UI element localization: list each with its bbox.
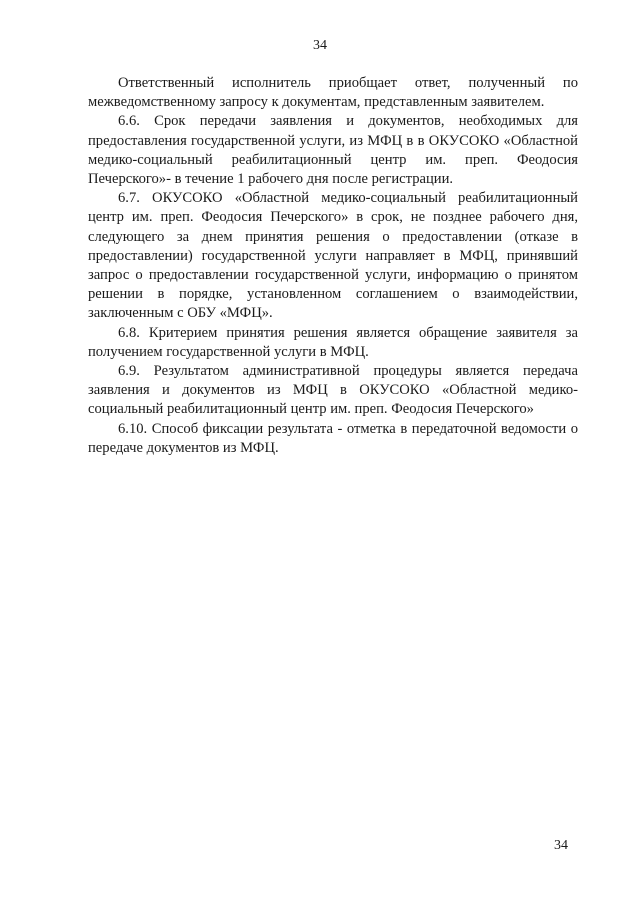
- paragraph-6-10: 6.10. Способ фиксации результата - отметка в передаточной ведомости о передаче документов из МФЦ.: [88, 420, 578, 456]
- paragraph-6-8: 6.8. Критерием принятия решения является обращение заявителя за получением государственной услуги в МФЦ.: [88, 324, 578, 360]
- paragraph-6-7: 6.7. ОКУСОКО «Областной медико-социальный реабилитационный центр им. преп. Феодосия Печерского» в срок, не позднее рабочего дня, следующего за днем принятия решения о предоставлении (отказе в предоставлении) государственной услуги направляет в МФЦ, принявший запрос о предоставлении государственной услуги, информацию о принятом решении в порядке, установленном соглашением о взаимодействии, заключенным с ОБУ «МФЦ».: [88, 190, 578, 322]
- document-body: [88, 74, 578, 458]
- page-number-top: 34: [313, 38, 327, 53]
- paragraph-6-9: 6.9. Результатом административной процедуры является передача заявления и документов из МФЦ в ОКУСОКО «Областной медико-социальный реабилитационный центр им. преп. Феодосия Печерского»: [88, 363, 578, 418]
- paragraph-6-6: 6.6. Срок передачи заявления и документов, необходимых для предоставления государственной услуги, из МФЦ в в ОКУСОКО «Областной медико-социальный реабилитационный центр им. преп. Феодосия Печерского»- в течение 1 рабочего дня после регистрации.: [88, 113, 578, 188]
- paragraph: Ответственный исполнитель приобщает ответ, полученный по межведомственному запросу к документам, представленным заявителем.: [88, 75, 578, 111]
- page-number-bottom: 34: [554, 838, 568, 853]
